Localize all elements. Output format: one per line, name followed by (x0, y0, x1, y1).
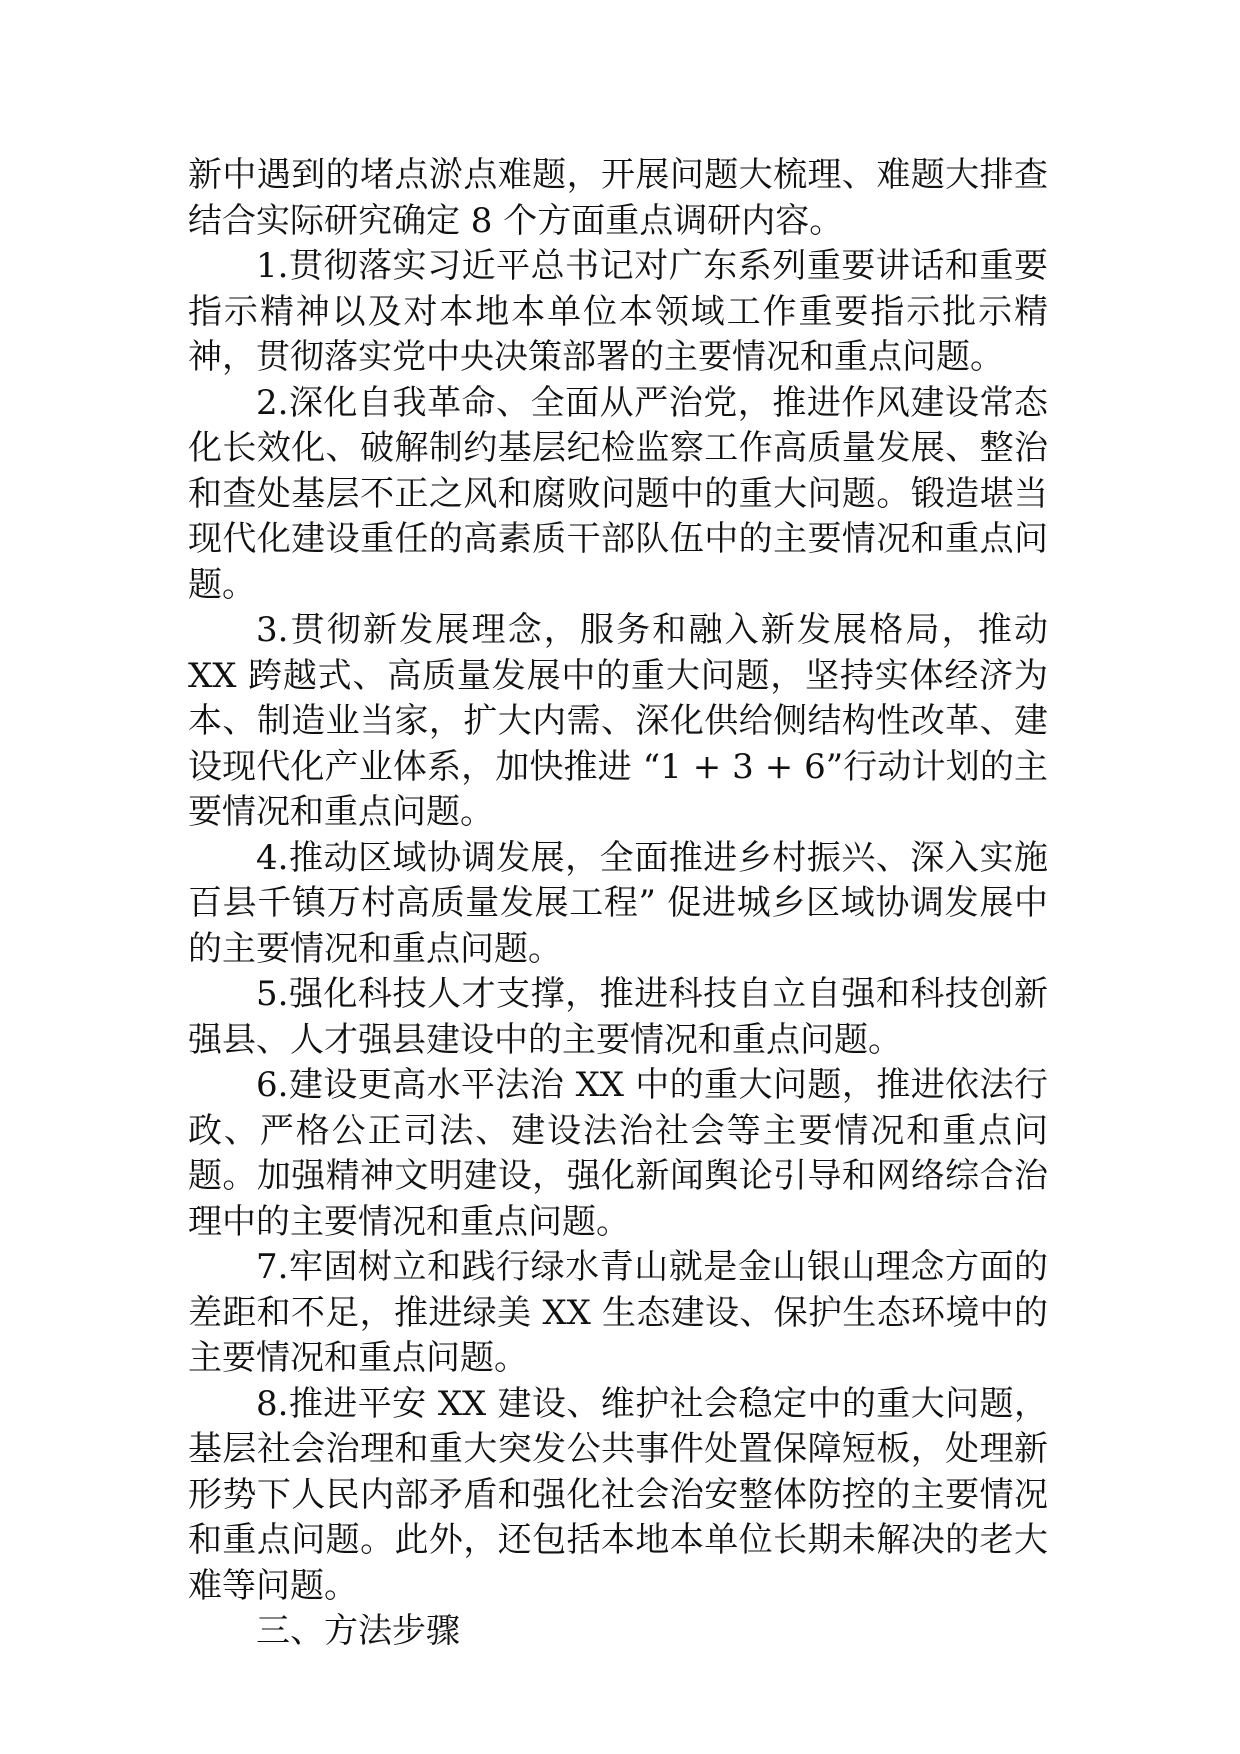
document-body (188, 153, 1048, 1655)
paragraph-item-2: 2.深化自我革命、全面从严治党，推进作风建设常态化长效化、破解制约基层纪检监察工作高质量发展、整治和查处基层不正之风和腐败问题中的重大问题。锻造堪当现代化建设重任的高素质干部队伍中的主要情况和重点问题。 (188, 382, 1048, 605)
paragraph-item-3: 3.贯彻新发展理念，服务和融入新发展格局，推动 XX 跨越式、高质量发展中的重大问题，坚持实体经济为本、制造业当家，扩大内需、深化供给侧结构性改革、建设现代化产业体系，加快推进 “1 + 3 + 6”行动计划的主要情况和重点问题。 (188, 610, 1048, 832)
paragraph-item-5: 5.强化科技人才支撑，推进科技自立自强和科技创新强县、人才强县建设中的主要情况和重点问题。 (188, 974, 1048, 1060)
paragraph-item-7: 7.牢固树立和践行绿水青山就是金山银山理念方面的差距和不足，推进绿美 XX 生态建设、保护生态环境中的主要情况和重点问题。 (188, 1247, 1048, 1378)
paragraph-continuation: 新中遇到的堵点淤点难题，开展问题大梳理、难题大排查结合实际研究确定 8 个方面重点调研内容。 (188, 155, 1048, 241)
section-heading: 三、方法步骤 (256, 1611, 460, 1651)
paragraph-item-4: 4.推动区域协调发展，全面推进乡村振兴、深入实施百县千镇万村高质量发展工程” 促进城乡区域协调发展中的主要情况和重点问题。 (188, 837, 1048, 969)
paragraph-item-8: 8.推进平安 XX 建设、维护社会稳定中的重大问题，基层社会治理和重大突发公共事件处置保障短板，处理新形势下人民内部矛盾和强化社会治安整体防控的主要情况和重点问题。此外，还包括本地本单位长期未解决的老大难等问题。 (188, 1383, 1048, 1606)
paragraph-item-1: 1.贯彻落实习近平总书记对广东系列重要讲话和重要指示精神以及对本地本单位本领域工作重要指示批示精神，贯彻落实党中央决策部署的主要情况和重点问题。 (188, 246, 1048, 377)
paragraph-item-6: 6.建设更高水平法治 XX 中的重大问题，推进依法行政、严格公正司法、建设法治社会等主要情况和重点问题。加强精神文明建设，强化新闻舆论引导和网络综合治理中的主要情况和重点问题。 (188, 1065, 1048, 1242)
